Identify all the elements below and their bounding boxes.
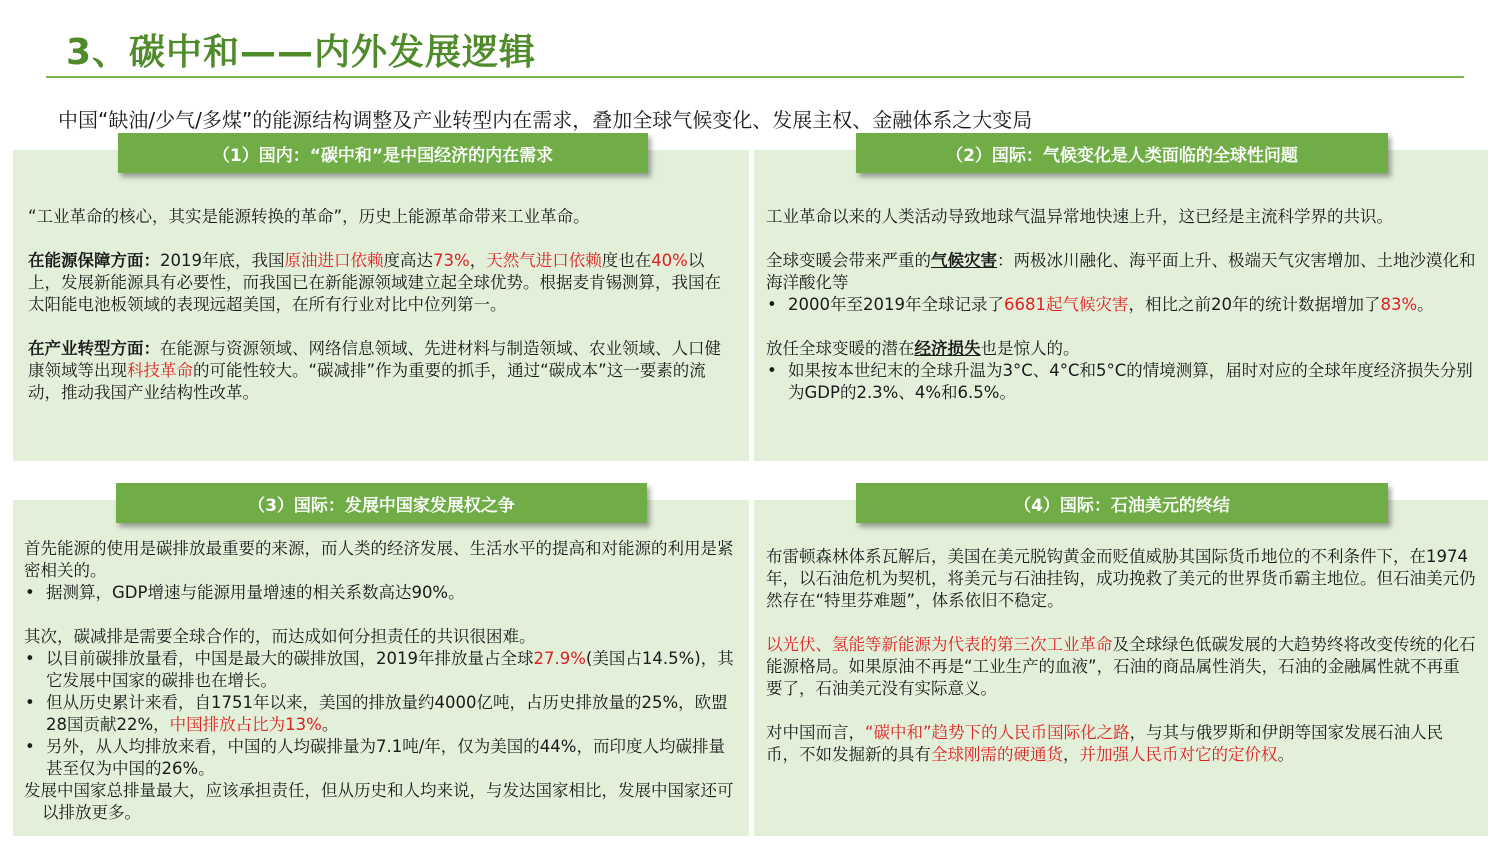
paragraph: 首先能源的使用是碳排放最重要的来源，而人类的经济发展、生活水平的提高和对能源的利用是紧密相关的。 <box>24 539 734 580</box>
page-title: 3、碳中和——内外发展逻辑 <box>66 32 537 73</box>
panel-climate-header: （2）国际：气候变化是人类面临的全球性问题 <box>856 133 1388 173</box>
list-item: • 据测算，GDP增速与能源用量增速的相关系数高达90%。 <box>24 582 740 604</box>
highlight-text: 中国排放占比为13% <box>169 715 322 734</box>
paragraph: 发展中国家总排量最大，应该承担责任，但从历史和人均来说，与发达国家相比，发展中国家还可以排放更多。 <box>24 781 734 822</box>
panel-climate-body <box>766 206 1478 404</box>
text: 放任全球变暖的潜在 <box>766 339 915 358</box>
text: 度也在 <box>601 251 652 270</box>
list-item: • 另外，从人均排放来看，中国的人均碳排量为7.1吨/年，仅为美国的44%，而印度人均碳排量甚至仅为中国的26%。 <box>24 736 740 780</box>
panel-petrodollar-header: （4）国际：石油美元的终结 <box>856 483 1388 523</box>
paragraph: “工业革命的核心，其实是能源转换的革命”，历史上能源革命带来工业革命。 <box>28 207 590 226</box>
highlight-text: 以光伏、氢能等新能源为代表的第三次工业革命 <box>766 635 1113 654</box>
key-term: 气候灾害 <box>931 251 997 270</box>
paragraph <box>28 338 728 404</box>
lead-text: 在能源保障方面： <box>28 251 160 270</box>
text: 。 <box>1417 295 1434 314</box>
paragraph <box>28 250 728 316</box>
panel-petrodollar-body <box>766 546 1476 766</box>
highlight-text: “碳中和”趋势下的人民币国际化之路 <box>865 723 1130 742</box>
text: 但从历史累计来看，自1751年以来，美国的排放量约4000亿吨，占历史排放量的25%，欧盟28国贡献22%， <box>46 693 728 734</box>
key-term: 经济损失 <box>914 339 981 358</box>
highlight-text: 40% <box>651 251 688 270</box>
text: ， <box>1063 745 1080 764</box>
text: 2019年底，我国 <box>160 251 285 270</box>
text: ，与其与俄罗斯和伊朗等国家发展石油人民币，不如发掘新的具有 <box>766 723 1444 764</box>
highlight-text: 73% <box>433 251 470 270</box>
highlight-text: 83% <box>1380 295 1418 314</box>
text: ，相比之前20年的统计数据增加了 <box>1128 295 1381 314</box>
list-item <box>24 692 740 736</box>
paragraph <box>766 338 1478 360</box>
text: 也是惊人的。 <box>980 339 1080 358</box>
panel-domestic-body <box>28 206 728 404</box>
text: 对中国而言， <box>766 723 865 742</box>
page-subtitle: 中国“缺油/少气/多煤”的能源结构调整及产业转型内在需求，叠加全球气候变化、发展主权、金融体系之大变局 <box>58 108 1033 132</box>
paragraph <box>766 722 1476 766</box>
text: 。 <box>1277 745 1294 764</box>
list-item <box>766 294 1478 316</box>
text: 全球变暖会带来严重的 <box>766 251 931 270</box>
title-divider <box>46 76 1464 78</box>
list-item <box>24 648 740 692</box>
text: 。 <box>321 715 339 734</box>
highlight-text: 全球刚需的硬通货 <box>931 745 1063 764</box>
paragraph: 工业革命以来的人类活动导致地球气温异常地快速上升，这已经是主流科学界的共识。 <box>766 207 1393 226</box>
paragraph <box>766 250 1478 294</box>
lead-text: 在产业转型方面： <box>28 339 160 358</box>
text: 2000年至2019年全球记录了 <box>788 295 1004 314</box>
highlight-text: 科技革命 <box>127 361 193 380</box>
text: 在能源与资源领域、网络信息领域、先进材料与制造领域、农业领域、人口健康领域等出现 <box>28 339 721 380</box>
highlight-text: 天然气进口依赖 <box>486 251 602 270</box>
text: 以目前碳排放量看，中国是最大的碳排放国，2019年排放量占全球 <box>46 649 534 668</box>
text: 度高达 <box>383 251 433 270</box>
text: (美国占14.5%)，其它发展中国家的碳排也在增长。 <box>46 649 734 690</box>
panel-domestic-header: （1）国内：“碳中和”是中国经济的内在需求 <box>118 133 648 173</box>
paragraph: 布雷顿森林体系瓦解后，美国在美元脱钩黄金而贬值威胁其国际货币地位的不利条件下，在1974年，以石油危机为契机，将美元与石油挂钩，成功挽救了美元的世界货币霸主地位。但石油美元仍然存在“特里芬难题”，体系依旧不稳定。 <box>766 547 1476 610</box>
paragraph: 其次，碳减排是需要全球合作的，而达成如何分担责任的共识很困难。 <box>24 627 536 646</box>
list-item: • 如果按本世纪末的全球升温为3°C、4°C和5°C的情境测算，届时对应的全球年度经济损失分别为GDP的2.3%、4%和6.5%。 <box>766 360 1478 404</box>
text: 及全球绿色低碳发展的大趋势终将改变传统的化石能源格局。如果原油不再是“工业生产的血液”，石油的商品属性消失，石油的金融属性就不再重要了，石油美元没有实际意义。 <box>766 635 1476 698</box>
highlight-text: 原油进口依赖 <box>284 251 384 270</box>
text: ， <box>469 251 487 270</box>
text: 的可能性较大。“碳减排”作为重要的抓手，通过“碳成本”这一要素的流动，推动我国产业结构性改革。 <box>28 361 706 402</box>
highlight-text: 并加强人民币对它的定价权 <box>1079 745 1278 764</box>
text: 以上，发展新能源具有必要性，而我国已在新能源领域建立起全球优势。根据麦肯锡测算，我国在太阳能电池板领域的表现远超美国，在所有行业对比中位列第一。 <box>28 251 721 314</box>
panel-development-rights-header: （3）国际：发展中国家发展权之争 <box>116 483 647 523</box>
text: ：两极冰川融化、海平面上升、极端天气灾害增加、土地沙漠化和海洋酸化等 <box>766 251 1476 292</box>
panel-development-rights-body <box>24 538 740 824</box>
paragraph <box>766 634 1476 700</box>
highlight-text: 6681起气候灾害 <box>1003 295 1129 314</box>
highlight-text: 27.9% <box>533 649 586 668</box>
